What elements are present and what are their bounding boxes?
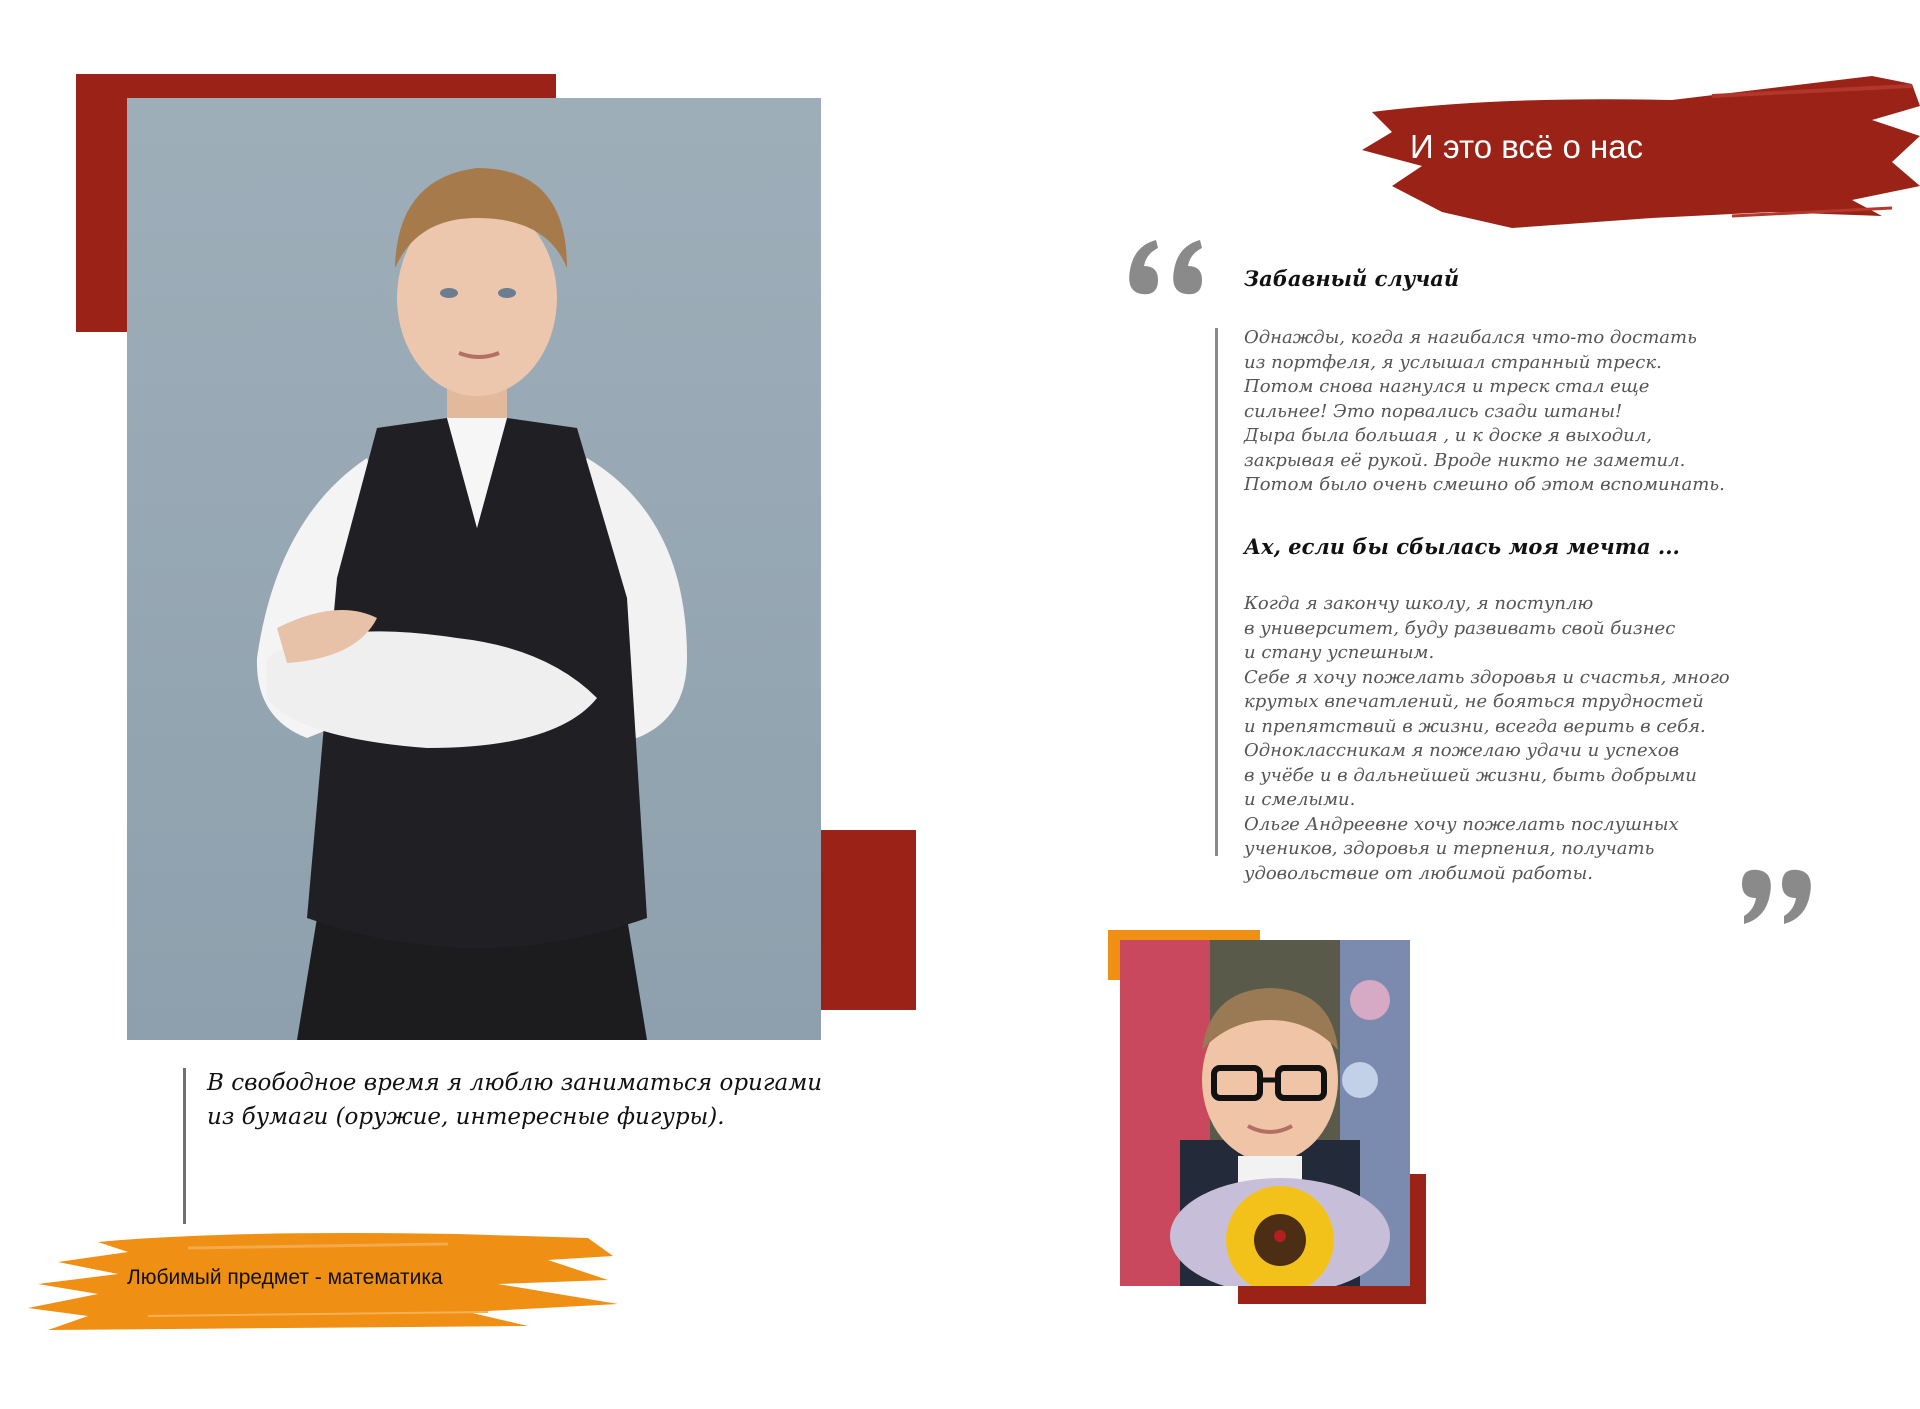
dream-line: Одноклассникам я пожелаю удачи и успехов: [1244, 740, 1680, 761]
story-line: из портфеля, я услышал странный треск.: [1244, 351, 1662, 373]
dream-text: [1244, 592, 1784, 886]
story-line: Однажды, когда я нагибался что-то достать: [1244, 327, 1697, 348]
story-title: Забавный случай: [1244, 266, 1460, 291]
story-text: [1244, 326, 1784, 498]
dream-line: Когда я закончу школу, я поступлю: [1244, 593, 1594, 614]
child-with-sunflower-illustration: [1120, 940, 1410, 1286]
story-line: Дыра была большая , и к доске я выходил,: [1244, 425, 1652, 446]
boy-portrait-illustration: [127, 98, 821, 1040]
story-line: закрывая её рукой. Вроде никто не заметил.: [1244, 449, 1686, 471]
story-line: Потом было очень смешно об этом вспоминать.: [1244, 474, 1725, 495]
text-divider: [1215, 328, 1218, 856]
dream-title: Ах, если бы сбылась моя мечта ...: [1244, 534, 1680, 559]
caption-divider: [183, 1068, 186, 1224]
dream-line: в университет, буду развивать свой бизнес: [1244, 617, 1676, 639]
dream-line: учеников, здоровья и терпения, получать: [1244, 838, 1655, 859]
favorite-subject: Любимый предмет - математика: [127, 1266, 443, 1289]
dream-line: и препятствий в жизни, всегда верить в себя.: [1244, 715, 1706, 737]
story-line: сильнее! Это порвались сзади штаны!: [1244, 400, 1623, 422]
childhood-photo: [1120, 940, 1410, 1286]
quote-open-icon: [1120, 236, 1208, 298]
story-line: Потом снова нагнулся и треск стал еще: [1244, 376, 1650, 397]
portrait-photo: [127, 98, 821, 1040]
decorative-block-red: [820, 830, 916, 1010]
page-heading: И это всё о нас: [1410, 128, 1644, 165]
hobby-caption: В свободное время я люблю заниматься оригами из бумаги (оружие, интересные фигуры).: [207, 1070, 823, 1130]
dream-line: крутых впечатлений, не бояться трудностей: [1244, 691, 1704, 712]
dream-line: Ольге Андреевне хочу пожелать послушных: [1244, 813, 1679, 835]
dream-line: и смелыми.: [1244, 789, 1356, 810]
dream-line: Себе я хочу пожелать здоровья и счастья, много: [1244, 666, 1730, 688]
dream-line: удовольствие от любимой работы.: [1244, 862, 1593, 884]
dream-line: и стану успешным.: [1244, 642, 1435, 663]
dream-line: в учёбе и в дальнейшей жизни, быть добрыми: [1244, 764, 1697, 786]
